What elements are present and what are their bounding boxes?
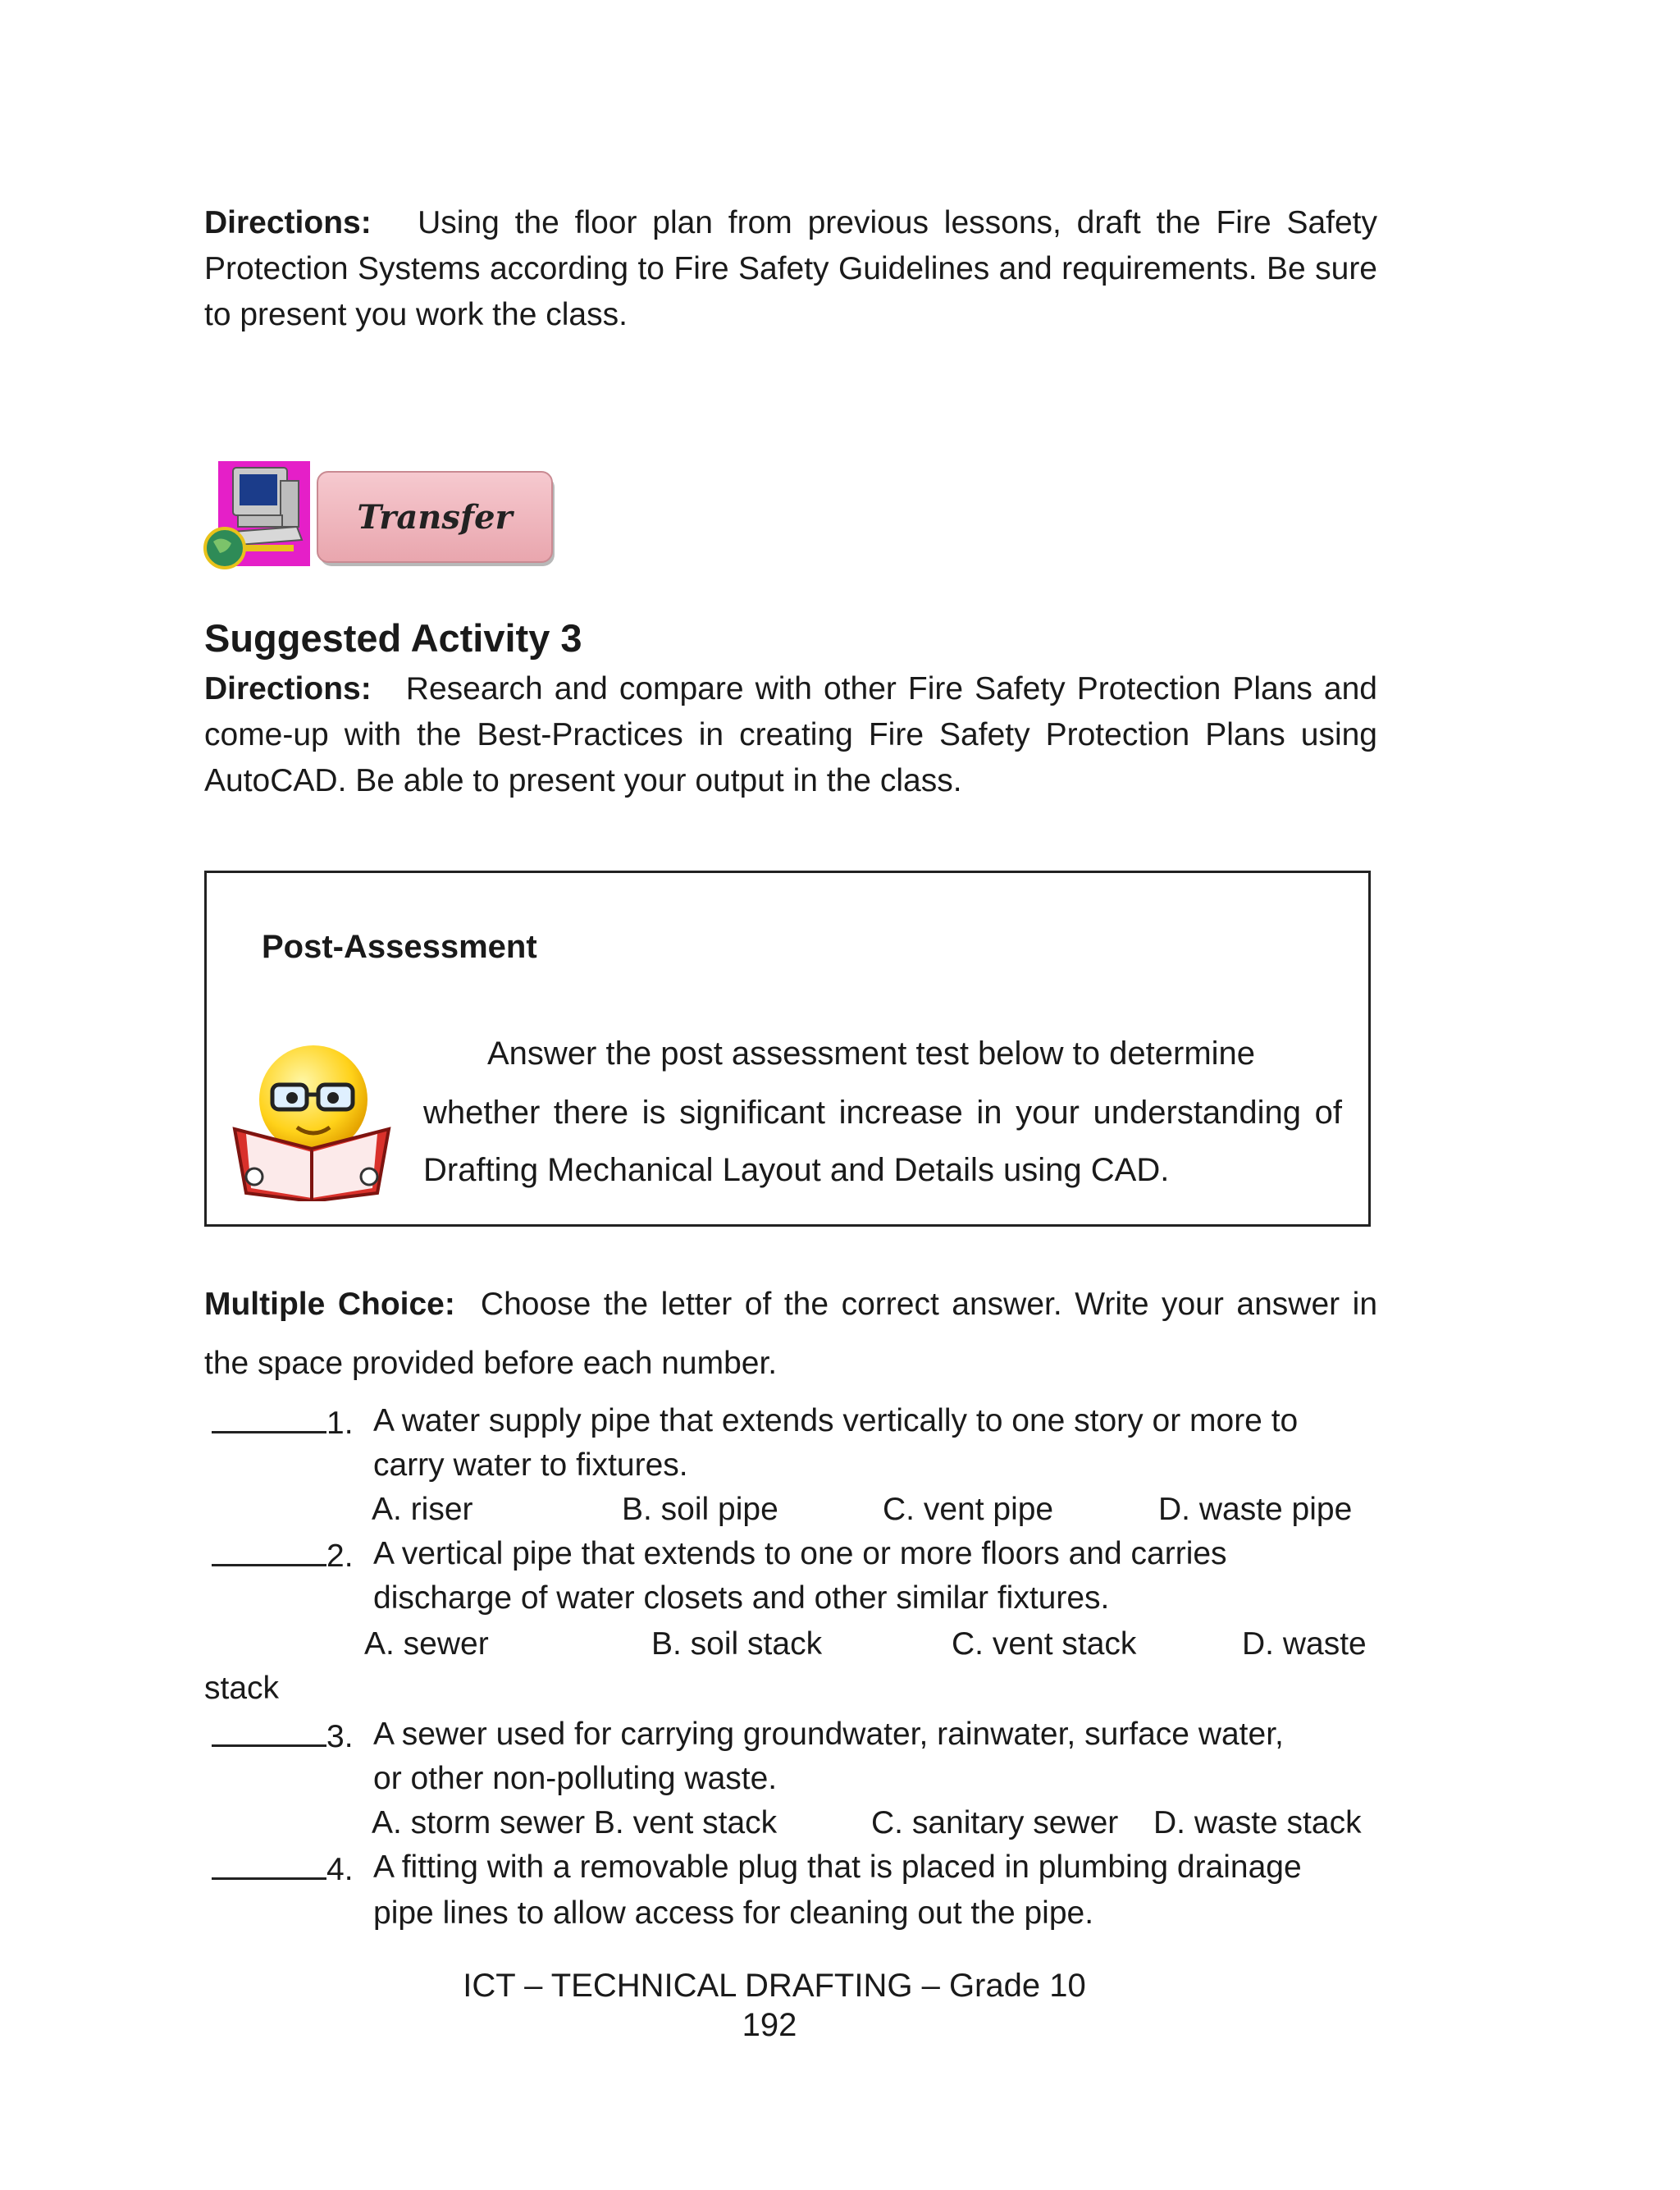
answer-blank-4[interactable]: [212, 1845, 326, 1880]
page-number: 192: [742, 2007, 797, 2043]
post-assessment-box: [204, 871, 1371, 1227]
choice-c: C. vent pipe: [883, 1492, 1054, 1527]
activity-directions: [204, 666, 1377, 804]
choice-d: D. waste stack: [1153, 1805, 1362, 1840]
choice-b: B. soil stack: [651, 1626, 823, 1662]
question-text-line: or other non-polluting waste.: [373, 1761, 778, 1796]
question-number: 2.: [326, 1538, 354, 1574]
answer-blank-2[interactable]: [212, 1531, 326, 1566]
choice-ab: A. storm sewer B. vent stack: [372, 1805, 778, 1840]
transfer-text: Transfer: [357, 497, 513, 537]
transfer-label: [317, 471, 553, 563]
answer-blank-3[interactable]: [212, 1712, 326, 1747]
directions-text: Using the floor plan from previous lessons, draft the Fire Safety Protection Systems according to Fire Safety Guidelines and requirements. Be sure to present you work the class.: [204, 205, 1378, 332]
computer-globe-key-icon: [200, 456, 315, 576]
post-assessment-line-3: Drafting Mechanical Layout and Details using CAD.: [423, 1152, 1170, 1188]
question-text-line: A fitting with a removable plug that is placed in plumbing drainage: [373, 1849, 1302, 1885]
transfer-badge: [200, 456, 561, 576]
question-number: 3.: [326, 1719, 354, 1754]
question-text-line: A sewer used for carrying groundwater, rainwater, surface water,: [373, 1717, 1284, 1752]
choice-d: D. waste pipe: [1158, 1492, 1353, 1527]
smiley-reading-book-icon: [230, 1037, 394, 1201]
answer-blank-1[interactable]: [212, 1398, 326, 1433]
choice-d: D. waste: [1242, 1626, 1367, 1662]
question-text-line: carry water to fixtures.: [373, 1447, 688, 1483]
choice-c: C. vent stack: [952, 1626, 1137, 1662]
multiple-choice-label: Multiple Choice:: [204, 1287, 455, 1322]
choice-a: A. riser: [372, 1492, 473, 1527]
multiple-choice-text: Choose the letter of the correct answer. Write your answer in the space provided before each number.: [204, 1287, 1378, 1381]
footer-title: ICT – TECHNICAL DRAFTING – Grade 10: [463, 1968, 1086, 2004]
post-assessment-line-2: whether there is significant increase in your understanding of: [423, 1095, 1342, 1131]
choice-b: B. soil pipe: [622, 1492, 778, 1527]
choice-a: A. sewer: [364, 1626, 489, 1662]
post-assessment-title: Post-Assessment: [262, 929, 537, 965]
directions-paragraph: [204, 200, 1377, 338]
choice-d-overflow: stack: [204, 1671, 280, 1706]
activity-directions-label: Directions:: [204, 671, 372, 706]
question-number: 4.: [326, 1852, 354, 1887]
question-text-line: discharge of water closets and other similar fixtures.: [373, 1580, 1110, 1616]
activity-title: Suggested Activity 3: [204, 616, 582, 660]
choice-c: C. sanitary sewer: [871, 1805, 1119, 1840]
question-number: 1.: [326, 1406, 354, 1441]
multiple-choice-instructions: [204, 1275, 1377, 1393]
question-text-line: A vertical pipe that extends to one or more floors and carries: [373, 1536, 1227, 1571]
post-assessment-line-1: Answer the post assessment test below to determine: [487, 1036, 1256, 1072]
directions-label: Directions:: [204, 205, 372, 240]
question-text-line: A water supply pipe that extends vertically to one story or more to: [373, 1403, 1299, 1438]
question-text-line: pipe lines to allow access for cleaning out the pipe.: [373, 1895, 1094, 1931]
activity-directions-text: Research and compare with other Fire Safety Protection Plans and come-up with the Best-Practices in creating Fire Safety Protection Plans using AutoCAD. Be able to present your output in the class.: [204, 671, 1377, 798]
